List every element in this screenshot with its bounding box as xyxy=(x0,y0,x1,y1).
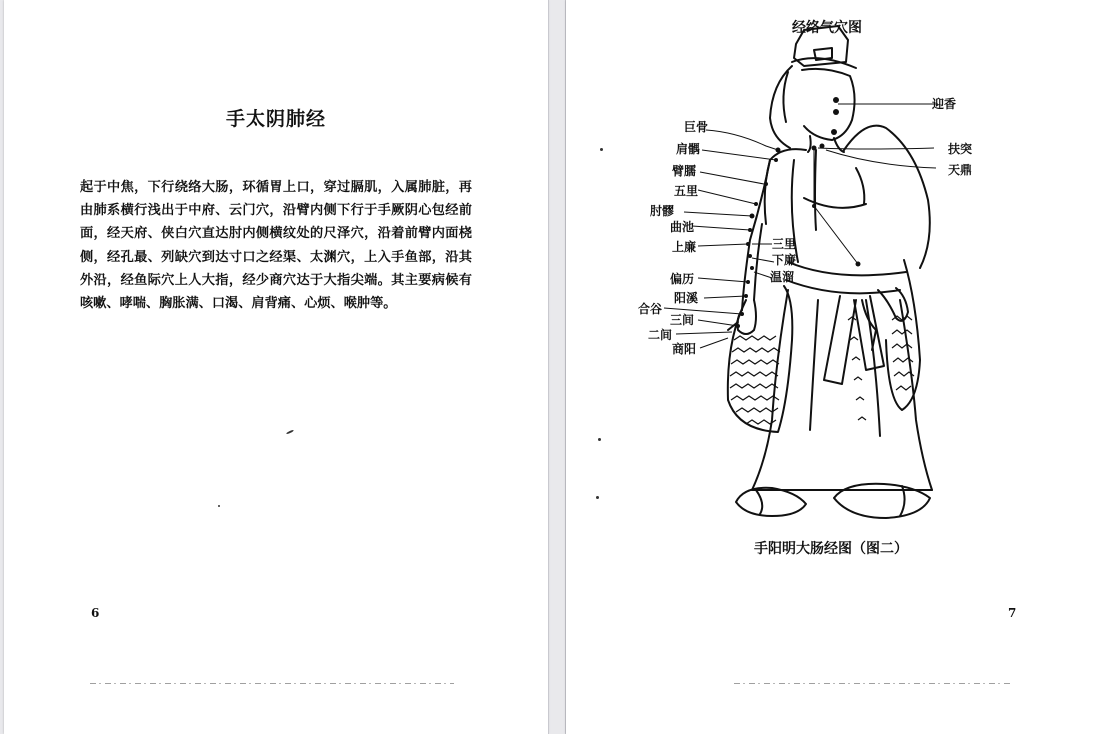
acupoint-label: 巨骨 xyxy=(684,120,709,134)
acupoint-label: 五里 xyxy=(674,184,699,198)
chapter-paragraph: 起于中焦，下行绕络大肠，环循胃上口，穿过膈肌，入属肺脏，再由肺系横行浅出于中府、云门穴，沿臂内侧下行于手厥阴心包经前面，经天府、侠白穴直达肘内侧横纹处的尺泽穴，沿着前臂内面桡侧，经孔最、列缺穴到达寸口之经渠、太渊穴，上入手鱼部，沿其外沿，经鱼际穴上人大指，经少商穴达于大指尖端。其主要病候有咳嗽、哮喘、胸胀满、口渴、肩背痛、心烦、喉肿等。 xyxy=(80,180,472,312)
left-page xyxy=(4,0,548,734)
acupoint-label: 臂臑 xyxy=(672,164,697,178)
scan-artifact-line xyxy=(734,683,1010,684)
acupoint-label: 扶突 xyxy=(948,142,973,156)
acupoint-label: 合谷 xyxy=(638,302,663,316)
acupoint-label: 三里 xyxy=(772,237,797,251)
acupoint-label: 肘髎 xyxy=(650,204,675,218)
scan-speck xyxy=(598,438,601,441)
scan-speck xyxy=(600,148,603,151)
acupoint-label: 上廉 xyxy=(672,240,697,254)
right-page xyxy=(566,0,1108,734)
figure-title: 经络气穴图 xyxy=(792,20,862,36)
scan-speck xyxy=(286,429,294,434)
acupoint-label: 三间 xyxy=(670,313,695,327)
acupoint-label: 商阳 xyxy=(672,342,697,356)
page-number-right: 7 xyxy=(1008,606,1017,620)
acupoint-label: 偏历 xyxy=(670,272,695,286)
page-number-left: 6 xyxy=(91,606,100,620)
acupoint-label: 天鼎 xyxy=(948,163,973,177)
acupoint-label: 二间 xyxy=(648,328,673,342)
scan-speck xyxy=(218,505,220,507)
acupoint-label: 下廉 xyxy=(772,253,797,267)
acupoint-label: 阳溪 xyxy=(674,291,699,305)
acupoint-label: 曲池 xyxy=(670,220,695,234)
acupoint-label: 迎香 xyxy=(932,97,957,111)
scan-speck xyxy=(596,496,599,499)
scan-artifact-line xyxy=(90,683,454,684)
meridian-figure-illustration xyxy=(566,0,1108,560)
acupoint-label: 肩髃 xyxy=(676,142,701,156)
acupoint-label: 温溜 xyxy=(770,270,795,284)
page-divider xyxy=(548,0,549,734)
chapter-title: 手太阴肺经 xyxy=(225,108,326,130)
figure-caption: 手阳明大肠经图（图二） xyxy=(754,541,908,557)
